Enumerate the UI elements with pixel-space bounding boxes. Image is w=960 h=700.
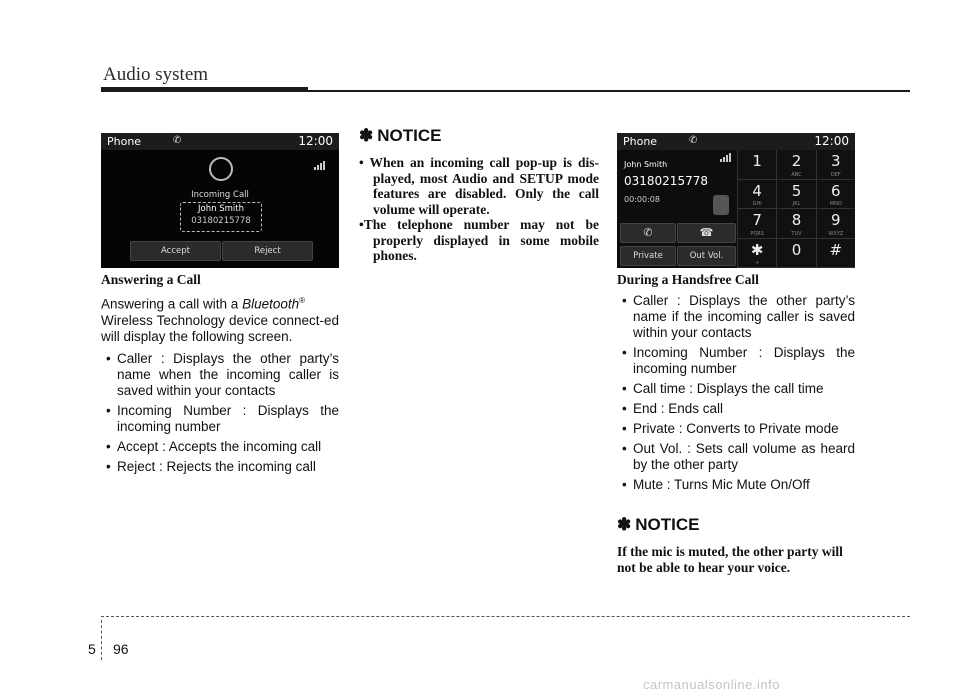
keypad-key[interactable] bbox=[776, 239, 815, 269]
intro-pre: Answering a call with a bbox=[101, 296, 243, 312]
key-letters: PQRS bbox=[750, 230, 764, 237]
call-time: 00:00:08 bbox=[624, 195, 660, 204]
clock: 12:00 bbox=[814, 134, 849, 148]
bluetooth-brand: Bluetooth bbox=[242, 296, 300, 312]
key-digit: ✱ bbox=[750, 240, 764, 259]
key-digit: 8 bbox=[791, 211, 802, 229]
dial-keypad bbox=[737, 150, 855, 268]
notice-star-icon: ✽ bbox=[359, 126, 374, 145]
key-digit: 1 bbox=[752, 152, 762, 170]
list-item: • Caller : Displays the other party’s name if the incoming caller is saved within your contacts bbox=[617, 293, 855, 341]
keypad-key[interactable] bbox=[737, 150, 776, 180]
clock: 12:00 bbox=[298, 134, 333, 148]
list-item: • Call time : Displays the call time bbox=[617, 381, 855, 397]
mute-icon[interactable] bbox=[713, 195, 729, 215]
keypad-key[interactable] bbox=[737, 209, 776, 239]
answering-call-list bbox=[101, 351, 339, 475]
keypad-key[interactable] bbox=[776, 180, 815, 210]
key-letters: WXYZ bbox=[828, 230, 844, 237]
page-number: 96 bbox=[113, 641, 129, 657]
caller-number: 03180215778 bbox=[624, 174, 708, 188]
keypad-key[interactable] bbox=[816, 150, 855, 180]
list-item: • Reject : Rejects the incoming call bbox=[101, 459, 339, 475]
incoming-call-screenshot bbox=[101, 133, 339, 268]
key-digit: 6 bbox=[831, 181, 841, 200]
keypad-key[interactable] bbox=[737, 239, 776, 269]
notice-heading bbox=[359, 126, 599, 146]
caller-number: 03180215778 bbox=[191, 216, 251, 226]
watermark: carmanualsonline.info bbox=[643, 677, 780, 692]
notice-title: NOTICE bbox=[377, 126, 442, 145]
footer-rule bbox=[101, 616, 910, 617]
screen-title: Phone bbox=[107, 135, 142, 148]
handsfree-call-heading: During a Handsfree Call bbox=[617, 272, 759, 287]
keypad-key[interactable] bbox=[816, 180, 855, 210]
list-item: • Caller : Displays the other party’s name when the incoming caller is saved within your contacts bbox=[101, 351, 339, 399]
key-digit: 4 bbox=[752, 181, 762, 200]
key-digit: 2 bbox=[791, 152, 802, 170]
handsfree-call-screenshot bbox=[617, 133, 855, 268]
phone-call-icon bbox=[209, 157, 233, 181]
incoming-call-label: Incoming Call bbox=[191, 190, 249, 200]
notice-mute-text: If the mic is muted, the other party will not be able to hear your voice. bbox=[617, 544, 843, 575]
answering-call-intro bbox=[101, 293, 339, 345]
key-letters: + bbox=[755, 260, 760, 266]
key-digit: 0 bbox=[791, 240, 802, 259]
out-vol-button[interactable]: Out Vol. bbox=[677, 246, 736, 266]
intro-post: Wireless Technology device connect-ed will display the following screen. bbox=[101, 312, 339, 344]
screen-title: Phone bbox=[623, 135, 658, 148]
notice-incoming bbox=[359, 126, 599, 264]
hang-up-icon[interactable]: ☎ bbox=[677, 223, 736, 243]
key-letters: JKL bbox=[792, 201, 801, 207]
key-letters: MNO bbox=[829, 201, 842, 207]
key-letters: ABC bbox=[791, 171, 802, 178]
caller-name: John Smith bbox=[624, 160, 668, 169]
answering-call-section bbox=[101, 272, 339, 479]
header-rule-thick bbox=[101, 87, 308, 92]
keypad-key[interactable] bbox=[816, 209, 855, 239]
header-rule bbox=[308, 90, 910, 92]
signal-icon bbox=[720, 153, 731, 162]
list-item: • Private : Converts to Private mode bbox=[617, 421, 855, 437]
phone-icon: ✆ bbox=[689, 135, 698, 146]
list-item: • Out Vol. : Sets call volume as heard by the other party bbox=[617, 441, 855, 473]
caller-name: John Smith bbox=[198, 204, 244, 214]
end-call-icon[interactable]: ✆ bbox=[620, 223, 676, 243]
status-bar bbox=[617, 133, 855, 150]
key-letters: GHI bbox=[752, 201, 762, 207]
signal-icon bbox=[314, 161, 325, 170]
list-item: • Incoming Number : Displays the incoming number bbox=[617, 345, 855, 377]
list-item: • Mute : Turns Mic Mute On/Off bbox=[617, 477, 855, 493]
chapter-number: 5 bbox=[88, 641, 96, 657]
section-title: Audio system bbox=[103, 64, 209, 85]
key-letters: DEF bbox=[830, 171, 841, 178]
registered-mark: ® bbox=[299, 296, 306, 305]
key-letters: TUV bbox=[791, 230, 802, 237]
keypad-key[interactable] bbox=[816, 239, 855, 269]
status-bar bbox=[101, 133, 339, 150]
key-digit: # bbox=[829, 240, 843, 259]
handsfree-call-section bbox=[617, 272, 855, 576]
list-item: • Incoming Number : Displays the incoming number bbox=[101, 403, 339, 435]
keypad-key[interactable] bbox=[776, 150, 815, 180]
keypad-key[interactable] bbox=[776, 209, 815, 239]
reject-button[interactable]: Reject bbox=[222, 241, 313, 261]
list-item: • Accept : Accepts the incoming call bbox=[101, 439, 339, 455]
accept-button[interactable]: Accept bbox=[130, 241, 221, 261]
notice-heading bbox=[617, 515, 855, 535]
key-digit: 5 bbox=[791, 181, 802, 200]
key-digit: 3 bbox=[831, 152, 841, 170]
notice-list bbox=[359, 155, 599, 264]
key-digit: 7 bbox=[752, 211, 762, 229]
keypad-key[interactable] bbox=[737, 180, 776, 210]
answering-call-heading: Answering a Call bbox=[101, 272, 201, 287]
list-item: •The telephone number may not be properly displayed in some mobile phones. bbox=[359, 217, 599, 263]
phone-icon: ✆ bbox=[173, 135, 182, 146]
key-digit: 9 bbox=[831, 211, 841, 229]
notice-title: NOTICE bbox=[635, 515, 700, 534]
footer-divider bbox=[101, 620, 102, 660]
handsfree-call-list bbox=[617, 293, 855, 493]
notice-star-icon: ✽ bbox=[617, 515, 632, 534]
private-button[interactable]: Private bbox=[620, 246, 676, 266]
list-item: • When an incoming call pop-up is dis-played, most Audio and SETUP mode features are disabled. Only the call volume will operate. bbox=[359, 155, 599, 217]
list-item: • End : Ends call bbox=[617, 401, 855, 417]
